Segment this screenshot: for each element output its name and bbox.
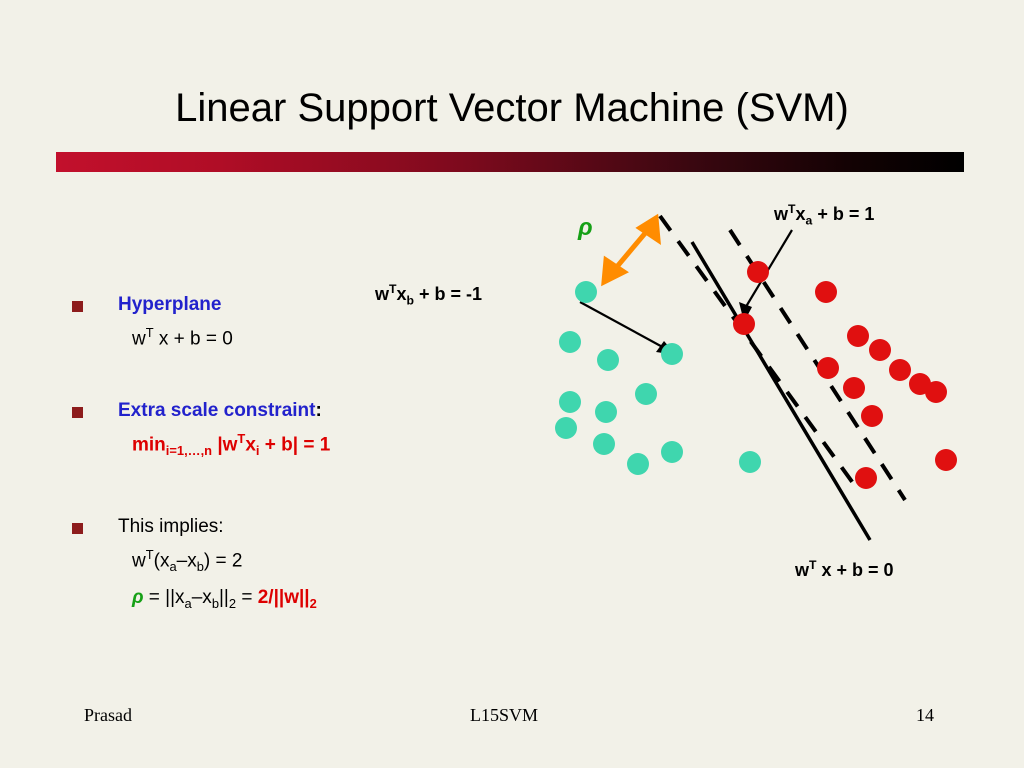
data-point-positive (733, 313, 755, 335)
negative-class-points (555, 281, 761, 475)
page-title: Linear Support Vector Machine (SVM) (175, 86, 849, 130)
footer-author: Prasad (84, 705, 132, 725)
bullet-heading: This implies: (118, 516, 224, 538)
separating-hyperplane (692, 242, 870, 540)
label-hyperplane: $w^T$ x + b = 0 (795, 558, 894, 580)
data-point-negative (739, 451, 761, 473)
label-margin-negative: $w^Tx_b + b = -1$ (375, 282, 483, 308)
data-point-positive (817, 357, 839, 379)
svm-diagram (540, 190, 1020, 610)
data-point-positive (889, 359, 911, 381)
square-bullet-icon (72, 301, 83, 312)
bullet-formula: $w^T(x_a-x_b) = 2$ (132, 547, 243, 575)
positive-class-points (733, 261, 957, 489)
label-margin-positive: $w^Tx_a + b = 1$ (774, 202, 875, 228)
bullet-heading-text: Extra scale constraint (118, 400, 316, 422)
data-point-negative (559, 391, 581, 413)
slide-footer (0, 705, 1024, 729)
bullet-formula: $w^T$ x + b = 0 (132, 325, 233, 350)
square-bullet-icon (72, 407, 83, 418)
pointer-line-negative (580, 302, 676, 355)
list-item (66, 514, 536, 618)
data-point-positive (747, 261, 769, 283)
data-point-negative (575, 281, 597, 303)
bullet-formula: $\rho = ||x_a-x_b||_2 = 2/||w||_2$ (132, 586, 317, 611)
svm-figure (375, 190, 1020, 610)
data-point-negative (661, 441, 683, 463)
data-point-positive (869, 339, 891, 361)
footer-page-number: 14 (916, 705, 934, 725)
bullet-heading: Hyperplane (118, 294, 222, 315)
bullet-heading (118, 398, 536, 424)
data-point-negative (559, 331, 581, 353)
data-point-negative (635, 383, 657, 405)
list-item (66, 398, 536, 466)
data-point-negative (597, 349, 619, 371)
data-point-negative (627, 453, 649, 475)
bullet-heading-colon: : (315, 400, 322, 422)
data-point-positive (925, 381, 947, 403)
margin-width-arrow (604, 218, 658, 282)
footer-deck: L15SVM (470, 705, 539, 725)
data-point-positive (847, 325, 869, 347)
data-point-negative (593, 433, 615, 455)
data-point-positive (935, 449, 957, 471)
label-rho: ρ (578, 214, 593, 241)
data-point-positive (861, 405, 883, 427)
bullet-list (66, 292, 536, 640)
data-point-positive (843, 377, 865, 399)
data-point-positive (855, 467, 877, 489)
data-point-negative (555, 417, 577, 439)
data-point-negative (595, 401, 617, 423)
square-bullet-icon (72, 523, 83, 534)
data-point-negative (661, 343, 683, 365)
data-point-positive (815, 281, 837, 303)
bullet-formula: $\min_{i=1,\dots,n} |w^Tx_i + b| = 1$ (132, 431, 331, 459)
title-divider (56, 152, 964, 172)
